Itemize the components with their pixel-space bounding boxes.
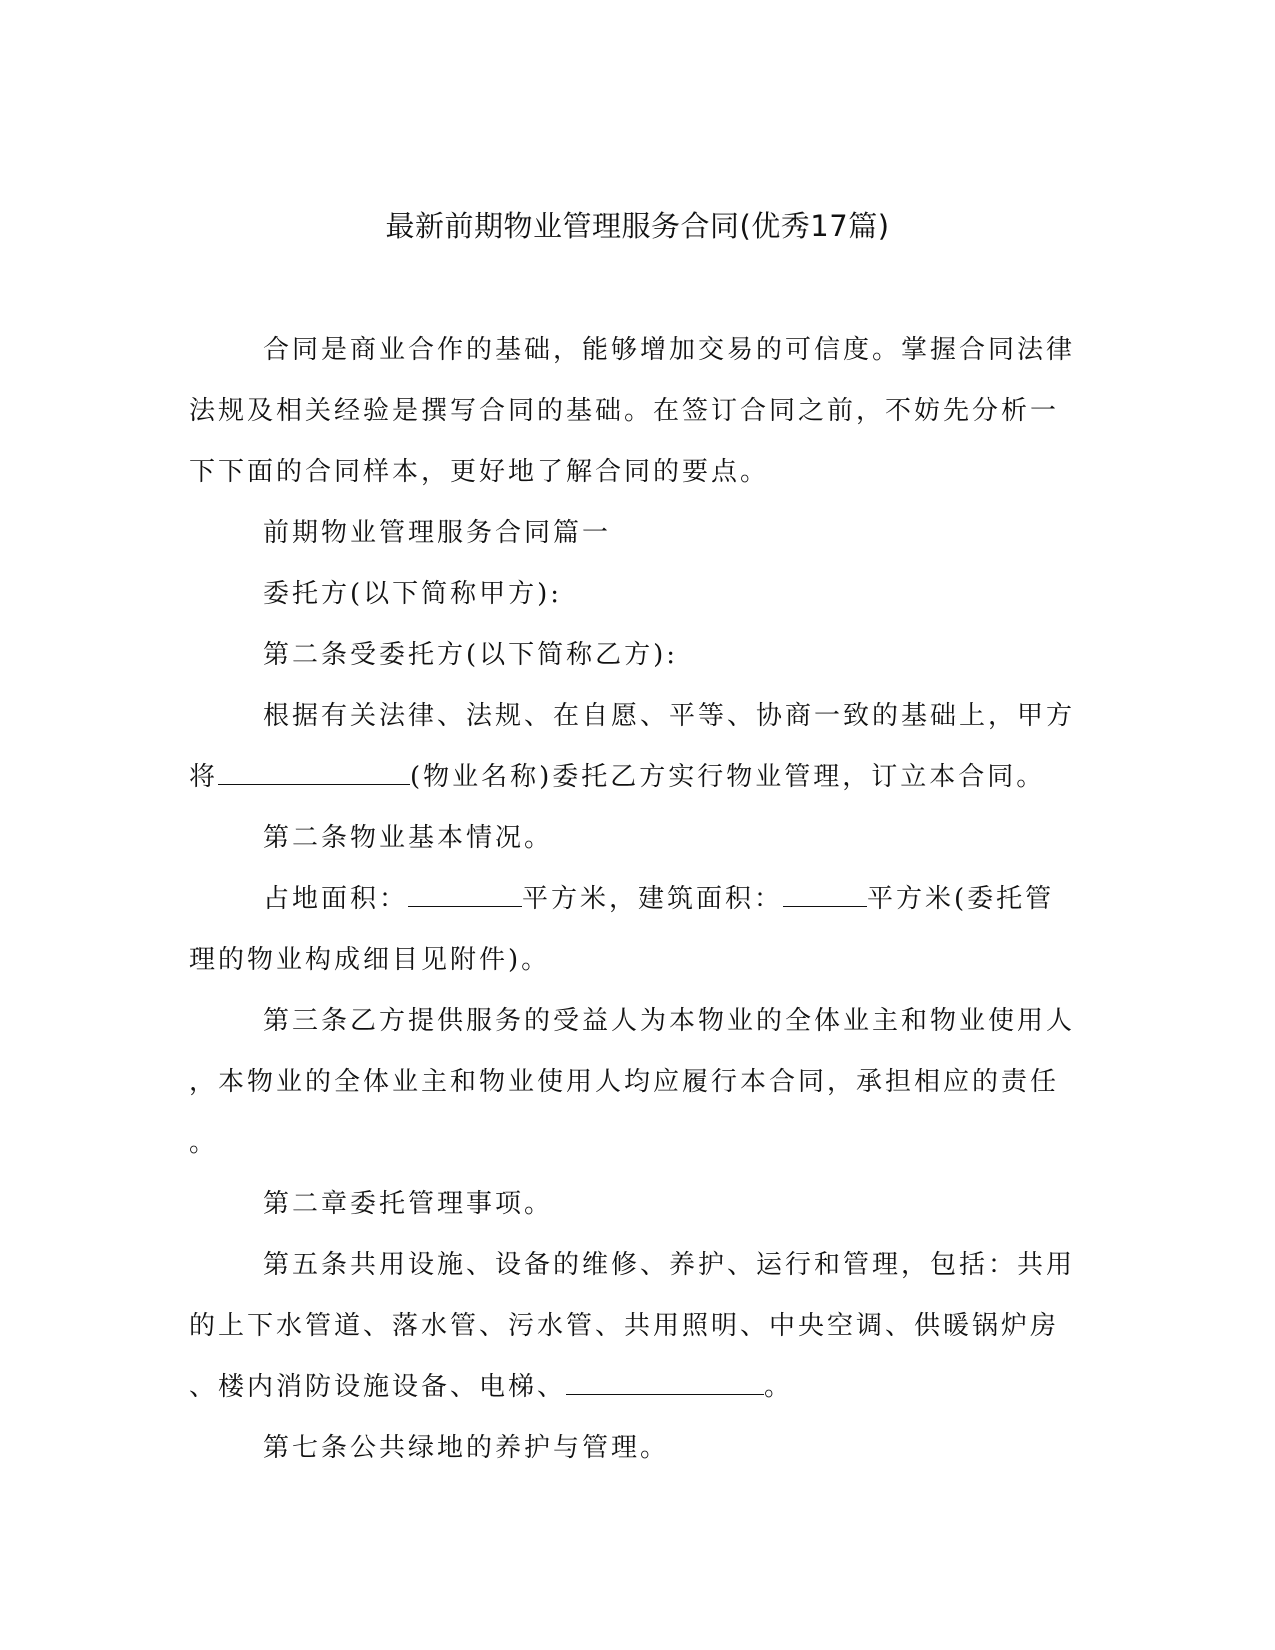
text-segment: 。 xyxy=(764,1372,794,1402)
paragraph-line: 第三条乙方提供服务的受益人为本物业的全体业主和物业使用人 xyxy=(263,1006,1076,1036)
text-segment: (物业名称)委托乙方实行物业管理，订立本合同。 xyxy=(410,762,1046,792)
section-heading: 前期物业管理服务合同篇一 xyxy=(263,518,612,548)
paragraph-line: 。 xyxy=(189,1128,219,1158)
paragraph-line: 法规及相关经验是撰写合同的基础。在签订合同之前，不妨先分析一 xyxy=(189,396,1060,426)
paragraph-line xyxy=(189,879,1089,940)
fill-blank-other-facilities xyxy=(566,1368,764,1395)
paragraph-line: 的上下水管道、落水管、污水管、共用照明、中央空调、供暖锅炉房 xyxy=(189,1311,1060,1341)
paragraph-line: 第二条物业基本情况。 xyxy=(263,823,554,853)
paragraph-line: ，本物业的全体业主和物业使用人均应履行本合同，承担相应的责任 xyxy=(189,1067,1060,1097)
paragraph-line xyxy=(189,1367,1089,1428)
paragraph-line: 委托方(以下简称甲方): xyxy=(263,579,563,609)
paragraph-line: 合同是商业合作的基础，能够增加交易的可信度。掌握合同法律 xyxy=(263,335,1076,365)
paragraph-line: 第七条公共绿地的养护与管理。 xyxy=(263,1433,670,1463)
paragraph-line: 第二条受委托方(以下简称乙方): xyxy=(263,640,679,670)
fill-blank-building-area xyxy=(783,880,867,907)
document-title: 最新前期物业管理服务合同(优秀17篇) xyxy=(385,209,890,243)
paragraph-line: 根据有关法律、法规、在自愿、平等、协商一致的基础上，甲方 xyxy=(263,701,1076,731)
paragraph-line: 下下面的合同样本，更好地了解合同的要点。 xyxy=(189,457,770,487)
paragraph-line xyxy=(189,757,1089,818)
text-segment: 、楼内消防设施设备、电梯、 xyxy=(189,1372,567,1402)
text-segment: 平方米，建筑面积： xyxy=(522,884,784,914)
document-body xyxy=(189,330,1089,1489)
fill-blank-property-name xyxy=(218,758,410,785)
text-segment: 占地面积： xyxy=(263,884,409,914)
text-segment: 将 xyxy=(189,762,219,792)
paragraph-line: 第五条共用设施、设备的维修、养护、运行和管理，包括：共用 xyxy=(263,1250,1076,1280)
chapter-heading: 第二章委托管理事项。 xyxy=(263,1189,554,1219)
paragraph-line: 理的物业构成细目见附件)。 xyxy=(189,945,551,975)
fill-blank-land-area xyxy=(408,880,522,907)
text-segment: 平方米(委托管 xyxy=(867,884,1055,914)
